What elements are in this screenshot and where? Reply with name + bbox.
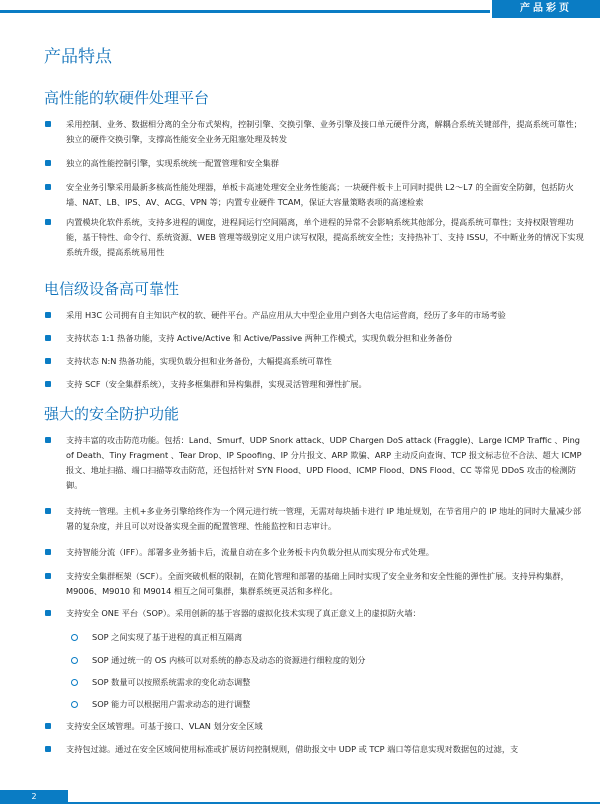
bullet-icon xyxy=(45,573,51,579)
page-title: 产品特点 xyxy=(44,47,112,67)
bullet-icon xyxy=(45,610,51,616)
bullet-icon xyxy=(45,335,51,341)
list-item: 支持安全区域管理。可基于接口、VLAN 划分安全区域 xyxy=(66,719,586,734)
top-rule xyxy=(0,10,490,13)
bullet-icon xyxy=(45,219,51,225)
bullet-icon xyxy=(45,160,51,166)
list-item: 支持安全集群框架（SCF）。全面突破机框的限制，在简化管理和部署的基础上同时实现了安全业务和安全性能的弹性扩展。支持异构集群，M9006、M9010 和 M9014 相互之间可集群，集群系统更灵活和多样化。 xyxy=(66,569,586,599)
list-item: 内置模块化软件系统，支持多进程的调度，进程间运行空间隔离，单个进程的异常不会影响系统其他部分，提高系统可靠性；支持权限管理功能，基于特性、命令行、系统资源、WEB 管理等级别定义用户读写权限，提高系统安全性；支持热补丁、支持 ISSU，不中断业务的情况下实现系统升级，提高系统易用性 xyxy=(66,215,586,260)
sub-list-item: SOP 数量可以按照系统需求的变化动态调整 xyxy=(92,675,572,690)
list-item: 支持 SCF（安全集群系统），支持多框集群和异构集群，实现灵活管理和弹性扩展。 xyxy=(66,377,586,392)
bullet-icon xyxy=(45,121,51,127)
section-heading-security: 强大的安全防护功能 xyxy=(44,405,180,423)
section-heading-reliability: 电信级设备高可靠性 xyxy=(44,280,180,298)
bullet-icon xyxy=(45,184,51,190)
bullet-icon xyxy=(45,723,51,729)
page-number: 2 xyxy=(0,790,68,804)
header-tag: 产品彩页 xyxy=(492,0,600,18)
bullet-icon xyxy=(45,746,51,752)
list-item: 支持安全 ONE 平台（SOP）。采用创新的基于容器的虚拟化技术实现了真正意义上的虚拟防火墙： xyxy=(66,606,586,621)
top-bar xyxy=(0,0,600,16)
sub-list-item: SOP 能力可以根据用户需求动态的进行调整 xyxy=(92,697,572,712)
list-item: 安全业务引擎采用最新多核高性能处理器，单板卡高速处理安全业务性能高；一块硬件板卡上可同时提供 L2～L7 的全面安全防御，包括防火墙、NAT、LB、IPS、AV、ACG、VPN 等；内置专业硬件 TCAM，保证大容量策略表项的高速检索 xyxy=(66,180,586,210)
bullet-icon xyxy=(45,312,51,318)
footer xyxy=(0,790,600,804)
list-item: 支持状态 1:1 热备功能，支持 Active/Active 和 Active/Passive 两种工作模式，实现负载分担和业务备份 xyxy=(66,331,586,346)
ring-bullet-icon xyxy=(71,634,78,641)
ring-bullet-icon xyxy=(71,679,78,686)
list-item: 采用 H3C 公司拥有自主知识产权的软、硬件平台。产品应用从大中型企业用户到各大电信运营商，经历了多年的市场考验 xyxy=(66,308,586,323)
ring-bullet-icon xyxy=(71,657,78,664)
list-item: 独立的高性能控制引擎，实现系统统一配置管理和安全集群 xyxy=(66,156,586,171)
bullet-icon xyxy=(45,549,51,555)
section-heading-performance: 高性能的软硬件处理平台 xyxy=(44,89,210,107)
bullet-icon xyxy=(45,508,51,514)
bullet-icon xyxy=(45,358,51,364)
list-item: 支持状态 N:N 热备功能，实现负载分担和业务备份，大幅提高系统可靠性 xyxy=(66,354,586,369)
list-item: 支持包过滤。通过在安全区域间使用标准或扩展访问控制规则，借助报文中 UDP 或 TCP 端口等信息实现对数据包的过滤，支 xyxy=(66,742,586,757)
bullet-icon xyxy=(45,381,51,387)
ring-bullet-icon xyxy=(71,701,78,708)
sub-list-item: SOP 之间实现了基于进程的真正相互隔离 xyxy=(92,630,572,645)
list-item: 支持丰富的攻击防范功能。包括：Land、Smurf、UDP Snork attack、UDP Chargen DoS attack (Fraggle)、Large ICMP Traffic 、Ping of Death、Tiny Fragment 、Tear Drop、IP Spoofing、IP 分片报文、ARP 欺骗、ARP 主动反向查询、TCP 报文标志位不合法、超大 ICMP 报文、地址扫描、端口扫描等攻击防范，还包括针对 SYN Flood、UPD Flood、ICMP Flood、DNS Flood、CC 等常见 DDoS 攻击的检测防御。 xyxy=(66,433,586,493)
bullet-icon xyxy=(45,437,51,443)
list-item: 支持统一管理。主机+多业务引擎给终作为一个网元进行统一管理，无需对每块插卡进行 IP 地址规划，在节省用户的 IP 地址的同时大量减少部署的复杂度，并且可以对设备实现全面的配置管理、性能监控和日志审计。 xyxy=(66,504,586,534)
sub-list-item: SOP 通过统一的 OS 内核可以对系统的静态及动态的资源进行细粒度的划分 xyxy=(92,653,572,668)
list-item: 支持智能分流（IFF）。部署多业务插卡后，流量自动在多个业务板卡内负载分担从而实现分布式处理。 xyxy=(66,545,586,560)
list-item: 采用控制、业务、数据相分离的全分布式架构，控制引擎、交换引擎、业务引擎及接口单元硬件分离，解耦合系统关键部件，提高系统可靠性；独立的硬件交换引擎，支撑高性能安全业务无阻塞处理及转发 xyxy=(66,117,586,147)
